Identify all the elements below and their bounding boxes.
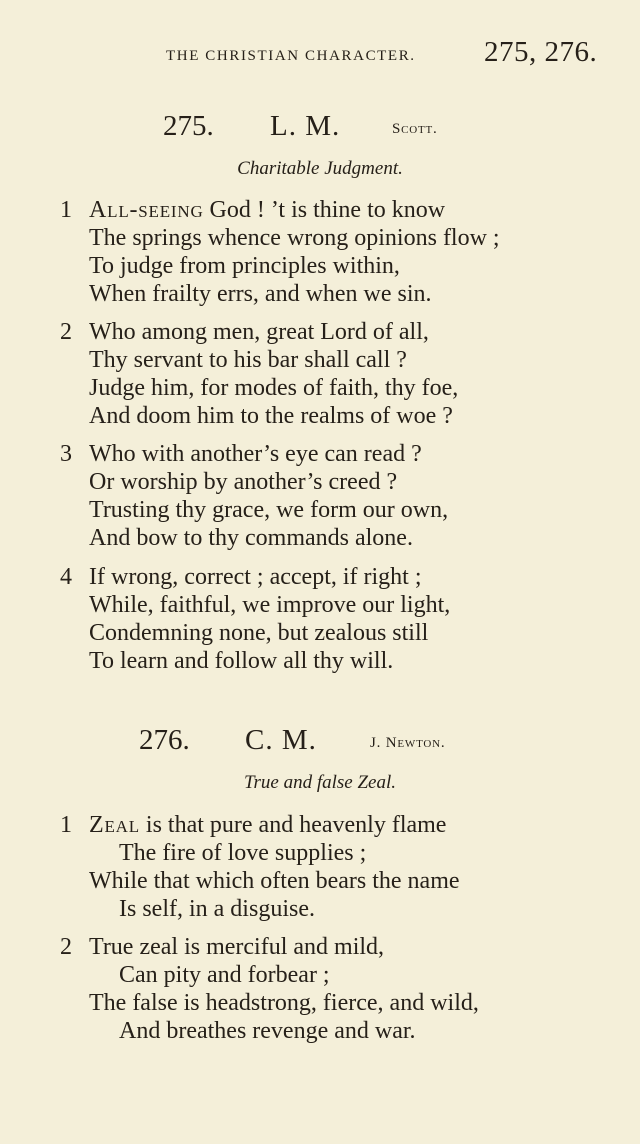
verse-line: Who with another’s eye can read ? <box>89 441 422 467</box>
verse-line: And breathes revenge and war. <box>119 1018 416 1044</box>
verse-line: Trusting thy grace, we form our own, <box>89 497 449 523</box>
verse-line-rest: God ! ’t is thine to know <box>203 197 446 223</box>
verse-line: If wrong, correct ; accept, if right ; <box>89 564 422 590</box>
stanza-number: 1 <box>60 197 72 223</box>
hymn-275-header <box>0 110 640 154</box>
running-page-numbers: 275, 276. <box>484 36 598 68</box>
stanza-number: 3 <box>60 441 72 467</box>
hymn-author: Scott. <box>392 121 438 137</box>
verse-line <box>89 196 445 224</box>
verse-lead-word: All-seeing <box>89 197 204 223</box>
hymn-author: J. Newton. <box>370 735 446 751</box>
verse-line: And bow to thy commands alone. <box>89 525 413 551</box>
hymn-276-header <box>0 724 640 768</box>
verse-line: While that which often bears the name <box>89 868 460 894</box>
verse-line: True zeal is merciful and mild, <box>89 934 385 960</box>
running-title: THE CHRISTIAN CHARACTER. <box>166 48 416 64</box>
verse-line: Thy servant to his bar shall call ? <box>89 347 407 373</box>
verse-lead-word: Zeal <box>89 812 140 838</box>
hymn-meter: L. M. <box>270 110 341 142</box>
verse-line-rest: is that pure and heavenly flame <box>139 812 447 838</box>
verse-line: And doom him to the realms of woe ? <box>89 403 453 429</box>
verse-line: The springs whence wrong opinions flow ; <box>89 225 500 251</box>
verse-line: Can pity and forbear ; <box>119 962 330 988</box>
hymn-subtitle: Charitable Judgment. <box>237 158 403 179</box>
stanza-number: 2 <box>60 319 72 345</box>
verse-line: Is self, in a disguise. <box>119 896 315 922</box>
stanza-number: 1 <box>60 812 72 838</box>
verse-line: The fire of love supplies ; <box>119 840 367 866</box>
verse-line: Who among men, great Lord of all, <box>89 319 429 345</box>
verse-line: Condemning none, but zealous still <box>89 620 429 646</box>
verse-line: While, faithful, we improve our light, <box>89 592 451 618</box>
running-head <box>0 36 640 72</box>
verse-line: Or worship by another’s creed ? <box>89 469 398 495</box>
hymn-number: 275. <box>163 110 214 142</box>
hymn-meter: C. M. <box>245 724 317 756</box>
verse-line: To judge from principles within, <box>89 253 400 279</box>
verse-line: When frailty errs, and when we sin. <box>89 281 432 307</box>
verse-line: The false is headstrong, fierce, and wild, <box>89 990 479 1016</box>
verse-line: To learn and follow all thy will. <box>89 648 394 674</box>
verse-line: Judge him, for modes of faith, thy foe, <box>89 375 459 401</box>
stanza-number: 2 <box>60 934 72 960</box>
verse-line <box>89 811 446 839</box>
stanza-number: 4 <box>60 564 72 590</box>
hymn-subtitle: True and false Zeal. <box>243 772 396 793</box>
hymn-number: 276. <box>139 724 190 756</box>
